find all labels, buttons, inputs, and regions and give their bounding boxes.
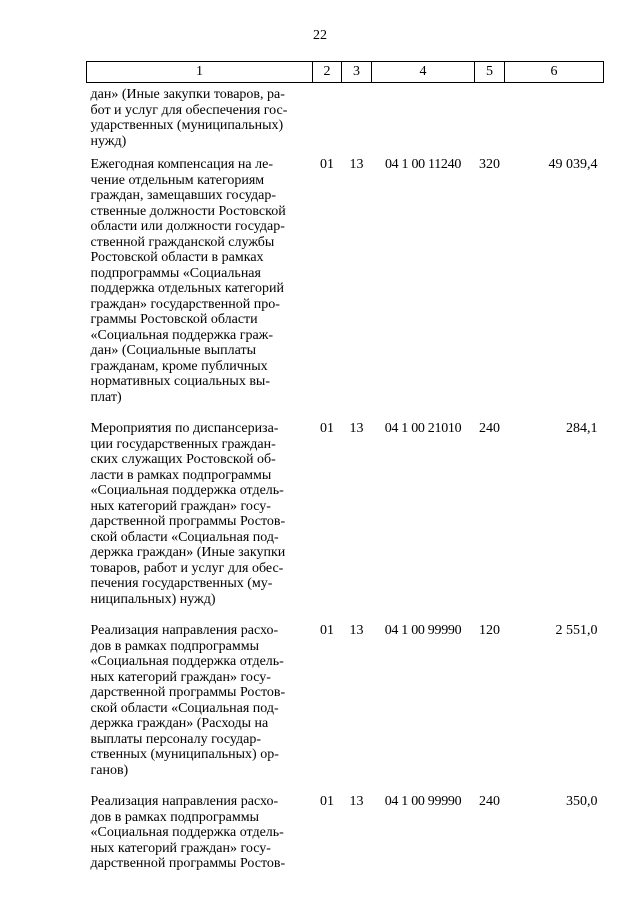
description-line: «Социальная поддержка отдель- — [90, 483, 284, 498]
row-expense-type: 240 — [479, 421, 500, 436]
description-line: ственные должности Ростовской — [90, 203, 286, 219]
row-expense-type: 240 — [479, 794, 500, 809]
budget-table — [86, 61, 604, 888]
description-line: держка граждан» (Иные закупки — [90, 545, 286, 560]
description-line: граждан, замещавших государ- — [90, 188, 277, 203]
description-line: ственной гражданской службы — [90, 234, 275, 250]
description-line: области или должности государ- — [90, 219, 285, 234]
row-subsection-code: 13 — [349, 623, 364, 638]
row-description — [87, 421, 313, 623]
page-number: 22 — [313, 28, 327, 43]
row-description — [87, 794, 313, 888]
description-line: гражданам, кроме публичных — [90, 358, 268, 374]
row-amount — [505, 83, 604, 158]
description-line: граммы Ростовской области — [90, 312, 258, 327]
description-line: Реализация направления расхо- — [90, 794, 279, 809]
description-line: чение отдельным категориям — [90, 172, 265, 188]
row-target-article: 04 1 00 99990 — [384, 794, 462, 809]
header-col-2: 2 — [313, 62, 342, 83]
row-amount: 49 039,4 — [548, 157, 598, 172]
description-line: ских служащих Ростовской об- — [90, 452, 276, 467]
description-line: ниципальных) нужд) — [90, 591, 216, 607]
description-line: ганов) — [90, 762, 129, 778]
description-line: ской области «Социальная под- — [90, 529, 279, 545]
row-expense-type — [475, 83, 505, 158]
row-section-code: 01 — [320, 623, 334, 638]
row-amount: 2 551,0 — [555, 623, 598, 638]
description-line: Мероприятия по диспансеризa- — [90, 421, 279, 436]
header-col-5: 5 — [475, 62, 505, 83]
header-col-6: 6 — [505, 62, 604, 83]
description-line: ных категорий граждан» госу- — [90, 498, 271, 514]
description-line: товаров, работ и услуг для обес- — [90, 560, 284, 576]
row-subsection-code — [342, 83, 372, 158]
description-line: «Социальная поддержка граж- — [90, 327, 273, 343]
row-subsection-code: 13 — [349, 421, 364, 436]
description-line: ции государственных граждан- — [90, 436, 276, 452]
row-target-article: 04 1 00 11240 — [384, 157, 462, 172]
table-row — [87, 623, 604, 794]
description-line: ской области «Социальная под- — [90, 700, 279, 716]
header-col-4: 4 — [372, 62, 475, 83]
header-col-3: 3 — [342, 62, 372, 83]
table-body — [87, 83, 604, 888]
row-section-code: 01 — [320, 794, 334, 809]
header-row — [87, 62, 604, 83]
header-col-1: 1 — [87, 62, 313, 83]
description-line: дов в рамках подпрограммы — [90, 809, 260, 825]
description-line: Ростовской области в рамках — [90, 250, 264, 265]
row-expense-type: 320 — [479, 157, 500, 172]
description-line: «Социальная поддержка отдель- — [90, 825, 284, 840]
description-line: плат) — [90, 389, 122, 405]
description-line: держка граждан» (Расходы на — [90, 716, 269, 731]
description-line: ных категорий граждан» госу- — [90, 840, 271, 856]
description-line: дан» (Социальные выплаты — [90, 343, 257, 358]
row-target-article: 04 1 00 21010 — [384, 421, 462, 436]
table-row — [87, 794, 604, 888]
description-line: дарственной программы Ростов- — [90, 514, 286, 529]
table-header — [87, 62, 604, 83]
table-row — [87, 157, 604, 421]
row-subsection-code: 13 — [349, 794, 364, 809]
description-line: подпрограммы «Социальная — [90, 265, 261, 281]
row-section-code: 01 — [320, 157, 334, 172]
row-description — [87, 623, 313, 794]
description-line: ласти в рамках подпрограммы — [90, 467, 272, 483]
row-target-article — [372, 83, 475, 158]
description-line: нормативных социальных вы- — [90, 374, 270, 389]
description-line: Реализация направления расхо- — [90, 623, 279, 638]
row-section-code: 01 — [320, 421, 334, 436]
description-line: дан» (Иные закупки товаров, ра- — [90, 87, 285, 102]
row-subsection-code: 13 — [349, 157, 364, 172]
description-line: печения государственных (му- — [90, 576, 273, 591]
row-amount: 284,1 — [566, 421, 598, 436]
description-line: ственных (муниципальных) ор- — [90, 747, 279, 762]
description-line: «Социальная поддержка отдель- — [90, 654, 284, 669]
description-line: ных категорий граждан» госу- — [90, 669, 271, 685]
description-line: ударственных (муниципальных) — [90, 118, 284, 133]
description-line: нужд) — [90, 133, 127, 149]
description-line: дарственной программы Ростов- — [90, 856, 286, 871]
description-line: Ежегодная компенсация на ле- — [90, 157, 273, 172]
row-amount: 350,0 — [566, 794, 598, 809]
description-line: выплаты персоналу государ- — [90, 731, 261, 747]
row-description — [87, 83, 313, 158]
description-line: бот и услуг для обеспечения гос- — [90, 102, 288, 118]
row-description — [87, 157, 313, 421]
table-row — [87, 83, 604, 158]
row-target-article: 04 1 00 99990 — [384, 623, 462, 638]
row-section-code — [313, 83, 342, 158]
description-line: дов в рамках подпрограммы — [90, 638, 260, 654]
description-line: граждан» государственной про- — [90, 296, 280, 312]
description-line: поддержка отдельных категорий — [90, 281, 285, 296]
table-row — [87, 421, 604, 623]
row-expense-type: 120 — [479, 623, 500, 638]
description-line: дарственной программы Ростов- — [90, 685, 286, 700]
